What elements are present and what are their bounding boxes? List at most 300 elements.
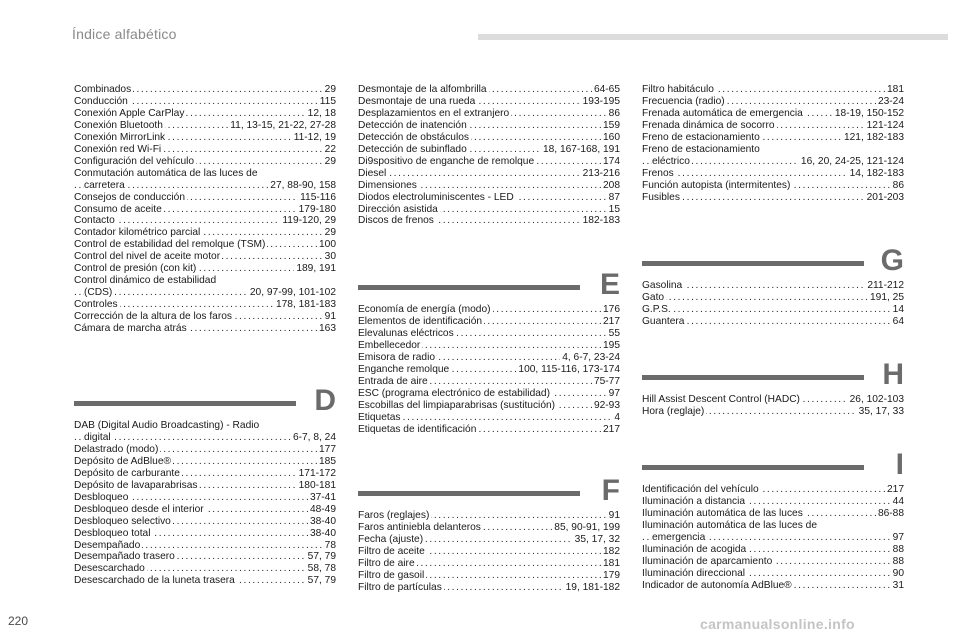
- index-entry: [642, 192, 904, 204]
- index-pages: 191, 25: [870, 291, 904, 303]
- index-pages: 20, 97-99, 101-102: [249, 287, 336, 299]
- index-group-e: [358, 304, 620, 435]
- index-entry: [74, 563, 336, 575]
- index-entry: [358, 304, 620, 316]
- index-pages: 19, 181-182: [565, 581, 620, 593]
- index-term: Frenos: [642, 167, 674, 179]
- index-term: Desbloqueo selectivo: [74, 515, 171, 527]
- index-entry: [74, 299, 336, 311]
- index-pages: 12, 18: [307, 107, 336, 119]
- index-term: Faros antiniebla delanteros: [358, 521, 481, 533]
- index-entry: [74, 156, 336, 168]
- index-term: Detección de subinflado: [358, 143, 467, 155]
- index-term: Contador kilométrico parcial: [74, 227, 201, 239]
- section-letter: F: [601, 474, 620, 507]
- index-pages: 38-40: [309, 527, 336, 539]
- section-header-i: [642, 448, 904, 482]
- index-pages: 86: [608, 107, 620, 119]
- index-entry: [74, 516, 336, 528]
- index-entry: [74, 444, 336, 456]
- index-term: Configuración del vehículo: [74, 155, 195, 167]
- index-pages: 29: [324, 227, 336, 239]
- index-pages: 193-195: [582, 95, 620, 107]
- index-entry: [358, 340, 620, 352]
- index-group-h: [642, 394, 904, 418]
- index-entry: [642, 156, 904, 168]
- index-entry: [642, 132, 904, 144]
- index-term: Desempañado trasero: [74, 551, 175, 563]
- index-entry: [74, 180, 336, 192]
- index-entry: [74, 132, 336, 144]
- index-entry: [358, 400, 620, 412]
- index-entry: [74, 287, 336, 299]
- index-pages: 22: [324, 143, 336, 155]
- index-group-d-cont: [358, 84, 620, 227]
- index-pages: 4, 6-7, 23-24: [562, 351, 620, 363]
- index-pages: 178, 181-183: [275, 299, 336, 311]
- index-pages: 189, 191: [296, 263, 336, 275]
- index-entry: [74, 468, 336, 480]
- section-letter: D: [314, 384, 336, 417]
- index-entry: [358, 546, 620, 558]
- index-term: Función autopista (intermitentes): [642, 179, 791, 191]
- section-rule: [358, 491, 580, 496]
- index-entry: [358, 132, 620, 144]
- index-entry: [74, 263, 336, 275]
- index-entry: [358, 534, 620, 546]
- index-pages: 78: [324, 539, 336, 551]
- index-entry: [74, 108, 336, 120]
- index-term: Desbloqueo: [74, 491, 129, 503]
- index-term: Iluminación de acogida: [642, 543, 747, 555]
- index-entry: [358, 376, 620, 388]
- section-header-e: [358, 268, 620, 302]
- index-term: Diesel: [358, 167, 387, 179]
- index-pages: 177: [319, 443, 336, 455]
- index-pages: 100: [319, 239, 336, 251]
- index-term: Di9spositivo de enganche de remolque: [358, 155, 535, 167]
- index-column-3-g: [642, 280, 904, 328]
- index-term: Control de presión (con kit): [74, 263, 197, 275]
- index-term: Control del nivel de aceite motor: [74, 251, 221, 263]
- index-entry: [358, 582, 620, 594]
- index-entry: [74, 575, 336, 587]
- index-term: Filtro de partículas: [358, 581, 442, 593]
- index-group-f-cont: [642, 84, 904, 204]
- index-term: Elementos de identificación: [358, 315, 483, 327]
- index-term: Discos de frenos: [358, 215, 434, 227]
- index-pages: 26, 102-103: [849, 394, 904, 405]
- index-term: Depósito de lavaparabrisas: [74, 479, 198, 491]
- index-pages: 16, 20, 24-25, 121-124: [800, 155, 904, 167]
- index-pages: 15: [608, 203, 620, 215]
- section-rule: [74, 401, 296, 406]
- index-entry: [358, 558, 620, 570]
- index-entry: [642, 144, 904, 156]
- index-entry: [642, 108, 904, 120]
- index-pages: 176: [603, 304, 620, 315]
- section-header-d: [74, 384, 336, 418]
- index-pages: 37-41: [309, 491, 336, 503]
- index-pages: 208: [603, 179, 620, 191]
- index-entry: [74, 251, 336, 263]
- index-entry: [642, 120, 904, 132]
- index-term: Filtro de aceite: [358, 545, 425, 557]
- index-term: Desescarchado: [74, 563, 145, 575]
- index-term: (CDS): [84, 287, 113, 299]
- index-term: Hora (reglaje): [642, 405, 705, 417]
- index-term: Guantera: [642, 315, 685, 327]
- index-term: Frenada automática de emergencia: [642, 107, 803, 119]
- index-column-3-i: [642, 484, 904, 592]
- index-term: Corrección de la altura de los faros: [74, 311, 232, 323]
- index-term: Iluminación direccional: [642, 567, 746, 579]
- index-group-d: [74, 420, 336, 587]
- index-entry: [642, 484, 904, 496]
- index-entry: [642, 580, 904, 592]
- index-term: Desbloqueo total: [74, 527, 151, 539]
- index-term: Etiquetas: [358, 411, 401, 423]
- index-term: emergencia: [652, 531, 706, 543]
- index-pages: 64-65: [593, 84, 620, 95]
- index-entry: [74, 96, 336, 108]
- index-term: G.P.S.: [642, 303, 671, 315]
- index-entry: [642, 84, 904, 96]
- index-term: digital: [84, 431, 111, 443]
- index-term: Filtro habitáculo: [642, 84, 714, 95]
- index-pages: 75-77: [593, 375, 620, 387]
- index-term: Frecuencia (radio): [642, 95, 725, 107]
- index-entry: [358, 215, 620, 227]
- index-pages: 217: [603, 423, 620, 435]
- index-entry: [642, 544, 904, 556]
- index-term: Identificación del vehículo: [642, 484, 759, 495]
- index-column-3: [642, 84, 904, 204]
- index-pages: 181: [887, 84, 904, 95]
- section-header-h: [642, 358, 904, 392]
- index-entry: [358, 424, 620, 436]
- index-pages: 179-180: [298, 203, 336, 215]
- index-term: Diodos electroluminiscentes - LED: [358, 191, 514, 203]
- index-term: Conexión MirrorLink: [74, 131, 166, 143]
- index-pages: 29: [324, 155, 336, 167]
- index-entry: [74, 528, 336, 540]
- index-entry: [358, 352, 620, 364]
- index-pages: 35, 17, 32: [574, 533, 620, 545]
- index-entry: [74, 480, 336, 492]
- index-pages: 160: [603, 131, 620, 143]
- section-letter: I: [895, 448, 904, 481]
- index-entry: [642, 532, 904, 544]
- index-entry: [74, 311, 336, 323]
- index-term: Combinados: [74, 84, 132, 95]
- index-pages: 201-203: [866, 191, 904, 203]
- index-entry: [642, 280, 904, 292]
- index-pages: 159: [603, 119, 620, 131]
- index-pages: 11-12, 19: [293, 131, 336, 143]
- index-pages: 88: [892, 555, 904, 567]
- index-term: Control dinámico de estabilidad: [74, 275, 217, 287]
- index-term: Iluminación a distancia: [642, 495, 746, 507]
- index-term: Iluminación automática de las luces: [642, 507, 803, 519]
- index-pages: 48-49: [309, 503, 336, 515]
- index-term: Hill Assist Descent Control (HADC): [642, 394, 800, 405]
- index-term: Desempañado: [74, 539, 141, 551]
- index-term: Conmutación automática de las luces de: [74, 167, 258, 179]
- index-pages: 174: [603, 155, 620, 167]
- index-entry: [74, 504, 336, 516]
- index-term: Controles: [74, 299, 118, 311]
- index-term: Filtro de aire: [358, 557, 415, 569]
- index-pages: 35, 17, 33: [858, 405, 904, 417]
- index-pages: 11, 13-15, 21-22, 27-28: [230, 119, 336, 131]
- index-pages: 91: [324, 311, 336, 323]
- index-pages: 181: [603, 557, 620, 569]
- index-entry: [358, 84, 620, 96]
- index-term: Conducción: [74, 95, 128, 107]
- section-rule: [642, 261, 864, 266]
- index-pages: 92-93: [593, 399, 620, 411]
- index-entry: [642, 292, 904, 304]
- section-rule: [358, 285, 580, 290]
- section-letter: H: [882, 358, 904, 391]
- index-term: Indicador de autonomía AdBlue®: [642, 579, 792, 591]
- index-entry: [74, 420, 336, 432]
- index-entry: [74, 551, 336, 563]
- index-term: Dimensiones: [358, 179, 417, 191]
- index-pages: 171-172: [298, 467, 336, 479]
- index-pages: 64: [892, 315, 904, 327]
- index-entry: [642, 304, 904, 316]
- index-entry: [74, 120, 336, 132]
- index-group-g: [642, 280, 904, 328]
- index-entry: [74, 168, 336, 180]
- index-pages: 55: [608, 327, 620, 339]
- index-entry: [642, 316, 904, 328]
- index-entry: [74, 227, 336, 239]
- index-term: Embellecedor: [358, 339, 421, 351]
- index-entry: [642, 556, 904, 568]
- index-term: Frenada dinámica de socorro: [642, 119, 775, 131]
- index-entry: [642, 520, 904, 532]
- index-pages: 14, 182-183: [849, 167, 904, 179]
- index-entry: [358, 316, 620, 328]
- index-pages: 18, 167-168, 191: [542, 143, 620, 155]
- index-pages: 87: [608, 191, 620, 203]
- index-pages: 86-88: [877, 507, 904, 519]
- index-entry: [74, 456, 336, 468]
- index-term: Conexión Apple CarPlay: [74, 107, 185, 119]
- index-entry: [358, 204, 620, 216]
- index-pages: 14: [892, 303, 904, 315]
- index-pages: 217: [887, 484, 904, 495]
- section-header-g: [642, 244, 904, 278]
- index-entry: [358, 168, 620, 180]
- index-entry: [358, 522, 620, 534]
- index-entry: [642, 168, 904, 180]
- index-entry: [642, 568, 904, 580]
- index-pages: 4: [614, 411, 620, 423]
- watermark: carmanualsonline.info: [700, 616, 855, 632]
- index-entry: [642, 96, 904, 108]
- index-term: Desplazamientos en el extranjero: [358, 107, 510, 119]
- index-pages: 85, 90-91, 199: [554, 521, 620, 533]
- index-pages: 58, 78: [307, 563, 336, 575]
- index-term: Fusibles: [642, 191, 680, 203]
- page-number: 220: [8, 614, 29, 628]
- index-term: Iluminación de aparcamiento: [642, 555, 773, 567]
- index-pages: 18-19, 150-152: [834, 107, 904, 119]
- index-term: Fecha (ajuste): [358, 533, 424, 545]
- section-rule: [642, 465, 864, 470]
- index-pages: 163: [319, 323, 336, 335]
- index-pages: 27, 88-90, 158: [270, 179, 336, 191]
- index-term: Etiquetas de identificación: [358, 423, 477, 435]
- index-entry: [358, 156, 620, 168]
- section-rule: [642, 375, 864, 380]
- index-column-1: [74, 84, 336, 335]
- index-term: ESC (programa electrónico de estabilidad): [358, 387, 550, 399]
- index-entry: [74, 204, 336, 216]
- index-pages: 31: [892, 579, 904, 591]
- index-entry: [642, 496, 904, 508]
- index-pages: 115-116: [300, 191, 336, 203]
- index-pages: 185: [319, 455, 336, 467]
- index-pages: 86: [892, 179, 904, 191]
- index-term: Filtro de gasoil: [358, 569, 425, 581]
- index-pages: 90: [892, 567, 904, 579]
- index-pages: 211-212: [867, 280, 904, 291]
- index-pages: 115: [319, 95, 336, 107]
- index-term: Elevalunas eléctricos: [358, 327, 454, 339]
- index-pages: 195: [603, 339, 620, 351]
- index-entry: [74, 275, 336, 287]
- index-pages: 91: [608, 510, 620, 521]
- index-term: Desescarchado de la luneta trasera: [74, 575, 235, 587]
- section-header-f: [358, 474, 620, 508]
- index-pages: 97: [608, 387, 620, 399]
- index-pages: 57, 79: [307, 551, 336, 563]
- index-entry: [358, 192, 620, 204]
- index-term: Dirección asistida: [358, 203, 438, 215]
- index-entry: [74, 239, 336, 251]
- index-term: Depósito de carburante: [74, 467, 180, 479]
- index-term: Consumo de aceite: [74, 203, 162, 215]
- index-term: Detección de obstáculos: [358, 131, 469, 143]
- index-entry: [74, 144, 336, 156]
- index-pages: 44: [892, 495, 904, 507]
- index-entry: [358, 364, 620, 376]
- index-term: Desbloqueo desde el interior: [74, 503, 204, 515]
- index-entry: [74, 540, 336, 552]
- index-pages: 180-181: [298, 479, 336, 491]
- index-pages: 121, 182-183: [843, 131, 904, 143]
- index-term: Emisora de radio: [358, 351, 436, 363]
- index-term: Detección de inatención: [358, 119, 467, 131]
- index-term: Faros (reglajes): [358, 510, 430, 521]
- index-term: Delastrado (modo): [74, 443, 159, 455]
- section-letter: G: [880, 244, 904, 277]
- index-pages: 29: [324, 84, 336, 95]
- index-pages: 182-183: [582, 215, 620, 227]
- index-term: Gato: [642, 291, 665, 303]
- index-term: eléctrico: [652, 155, 690, 167]
- index-pages: 23-24: [877, 95, 904, 107]
- index-column-2: [358, 84, 620, 227]
- index-column-1-d: [74, 420, 336, 587]
- index-term: Contacto: [74, 215, 115, 227]
- index-pages: 38-40: [309, 515, 336, 527]
- index-pages: 88: [892, 543, 904, 555]
- index-entry: [642, 508, 904, 520]
- index-column-2-e: [358, 304, 620, 435]
- index-term: carretera: [84, 179, 125, 191]
- index-term: Enganche remolque: [358, 363, 450, 375]
- index-entry: [642, 180, 904, 192]
- index-pages: 121-124: [866, 119, 904, 131]
- index-entry: [358, 180, 620, 192]
- index-entry: [74, 432, 336, 444]
- index-entry: [358, 120, 620, 132]
- index-term: Desmontaje de una rueda: [358, 95, 476, 107]
- index-term: Conexión red Wi-Fi: [74, 143, 162, 155]
- index-pages: 30: [324, 251, 336, 263]
- section-letter: E: [599, 268, 620, 301]
- index-entry: [358, 328, 620, 340]
- header-rule: [478, 34, 948, 40]
- index-column-3-h: [642, 394, 904, 418]
- index-term: DAB (Digital Audio Broadcasting) - Radio: [74, 420, 260, 431]
- index-pages: 182: [603, 545, 620, 557]
- index-entry: [358, 412, 620, 424]
- index-pages: 100, 115-116, 173-174: [518, 363, 620, 375]
- index-term: Entrada de aire: [358, 375, 428, 387]
- index-entry: [358, 108, 620, 120]
- index-entry: [642, 394, 904, 406]
- index-pages: 119-120, 29: [282, 215, 336, 227]
- index-term: Consejos de conducción: [74, 191, 186, 203]
- index-pages: 97: [892, 531, 904, 543]
- index-entry: [74, 84, 336, 96]
- index-entry: [74, 192, 336, 204]
- index-term: Depósito de AdBlue®: [74, 455, 171, 467]
- index-term: Freno de estacionamiento: [642, 131, 760, 143]
- index-term: Iluminación automática de las luces de: [642, 519, 817, 531]
- index-pages: 179: [603, 569, 620, 581]
- index-pages: 6-7, 8, 24: [292, 431, 336, 443]
- index-column-2-f: [358, 510, 620, 594]
- index-group-i: [642, 484, 904, 592]
- index-pages: 213-216: [582, 167, 620, 179]
- index-group-c: [74, 84, 336, 335]
- index-entry: [74, 492, 336, 504]
- page-title: Índice alfabético: [72, 26, 177, 42]
- index-term: Desmontaje de la alfombrilla: [358, 84, 487, 95]
- index-pages: 217: [603, 315, 620, 327]
- index-entry: [358, 388, 620, 400]
- index-entry: [358, 144, 620, 156]
- index-term: Freno de estacionamiento: [642, 143, 760, 155]
- index-pages: 57, 79: [307, 575, 336, 587]
- index-term: Escobillas del limpiaparabrisas (sustitución): [358, 399, 556, 411]
- index-entry: [358, 510, 620, 522]
- index-entry: [74, 215, 336, 227]
- index-term: Control de estabilidad del remolque (TSM): [74, 239, 266, 251]
- index-entry: [74, 323, 336, 335]
- index-entry: [358, 96, 620, 108]
- index-entry: [358, 570, 620, 582]
- index-group-f: [358, 510, 620, 594]
